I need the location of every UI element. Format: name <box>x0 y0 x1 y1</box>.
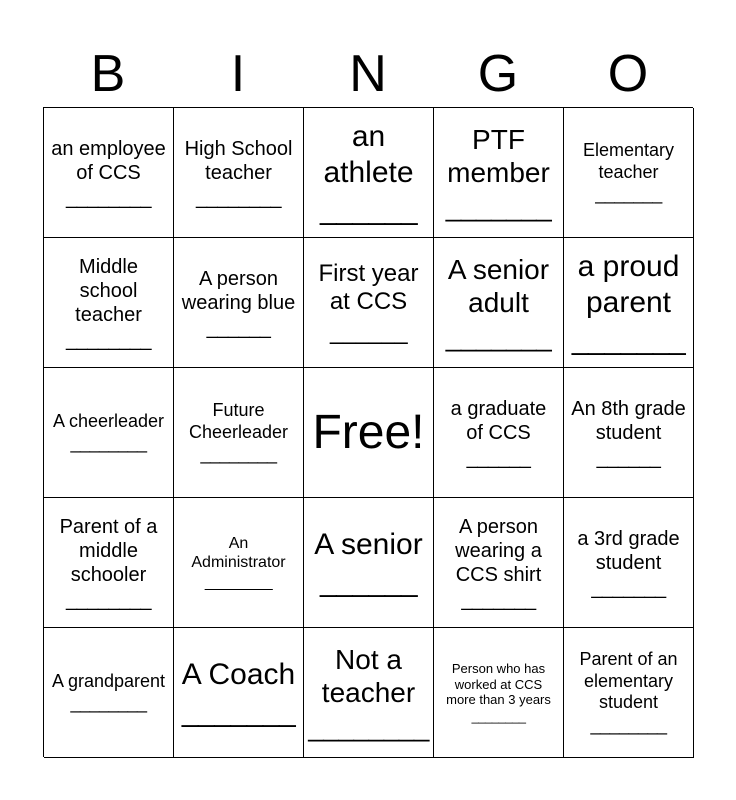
bingo-cell-r4c1[interactable] <box>44 498 174 628</box>
bingo-cell-r1c1[interactable] <box>44 108 174 238</box>
cell-blank: _______ <box>571 323 686 356</box>
bingo-cell-r2c2[interactable] <box>174 238 304 368</box>
bingo-cell-r2c4[interactable] <box>434 238 564 368</box>
cell-text: a graduate of CCS <box>450 397 547 444</box>
bingo-cell-r1c5[interactable] <box>564 108 694 238</box>
bingo-cell-r5c5[interactable] <box>564 628 694 758</box>
cell-text: A person wearing blue <box>181 267 296 314</box>
cell-text: PTF member <box>447 123 550 189</box>
cell-text: First year at CCS <box>318 259 419 316</box>
cell-blank: ______ <box>319 193 418 226</box>
cell-text: A senior <box>314 528 423 561</box>
cell-text: Middle school teacher <box>75 255 142 326</box>
cell-blank: ______ <box>329 318 408 346</box>
cell-blank: _______ <box>445 320 552 352</box>
cell-text: A grandparent <box>51 670 166 691</box>
bingo-cell-r2c3[interactable] <box>304 238 434 368</box>
cell-text: Not a teacher <box>321 643 416 709</box>
cell-blank: ________ <box>66 588 151 611</box>
cell-text: An Administrator <box>191 534 286 571</box>
cell-blank: ________ <box>590 714 667 735</box>
bingo-cell-r2c1[interactable] <box>44 238 174 368</box>
bingo-cell-r4c2[interactable] <box>174 498 304 628</box>
bingo-cell-r3c1[interactable] <box>44 368 174 498</box>
bingo-cell-r4c5[interactable] <box>564 498 694 628</box>
cell-text: An 8th grade student <box>571 397 686 444</box>
bingo-grid <box>43 107 693 757</box>
cell-blank: ________ <box>200 444 277 465</box>
bingo-header <box>43 42 693 106</box>
header-letter-n: N <box>349 45 387 103</box>
bingo-cell-r3c4[interactable] <box>434 368 564 498</box>
cell-text: an employee of CCS <box>51 137 166 184</box>
cell-text: a proud parent <box>577 250 680 319</box>
cell-text: A Coach <box>181 658 296 691</box>
bingo-cell-r5c1[interactable] <box>44 628 174 758</box>
cell-blank: ______ <box>466 446 531 469</box>
bingo-cell-r5c4[interactable] <box>434 628 564 758</box>
cell-blank: _______ <box>591 576 666 599</box>
bingo-cell-r3c2[interactable] <box>174 368 304 498</box>
bingo-cell-r4c4[interactable] <box>434 498 564 628</box>
free-space-text: Free! <box>312 405 425 459</box>
cell-blank: ________ <box>66 328 151 351</box>
cell-blank: ________ <box>70 433 147 454</box>
cell-blank: _______ <box>181 695 296 728</box>
cell-text: High School teacher <box>184 137 293 184</box>
cell-text: a 3rd grade student <box>577 527 680 574</box>
bingo-cell-r5c2[interactable] <box>174 628 304 758</box>
bingo-cell-r1c3[interactable] <box>304 108 434 238</box>
cell-blank: ______ <box>206 316 271 339</box>
cell-blank: ________ <box>66 186 151 209</box>
header-letter-i: I <box>230 45 246 103</box>
cell-blank: ________ <box>308 710 429 742</box>
cell-text: Parent of an elementary student <box>579 649 678 713</box>
cell-text: Person who has worked at CCS more than 3 years <box>446 660 551 708</box>
cell-text: A person wearing a CCS shirt <box>455 515 542 586</box>
header-letter-g: G <box>477 45 519 103</box>
bingo-cell-free[interactable] <box>304 368 434 498</box>
cell-blank: _______ <box>445 190 552 222</box>
cell-blank: ______ <box>596 446 661 469</box>
cell-text: A senior adult <box>447 253 550 319</box>
bingo-cell-r5c3[interactable] <box>304 628 434 758</box>
cell-text: A cheerleader <box>52 410 165 431</box>
cell-text: Future Cheerleader <box>188 400 289 442</box>
cell-blank: ________ <box>204 573 273 591</box>
bingo-cell-r2c5[interactable] <box>564 238 694 368</box>
cell-text: an athlete <box>323 120 414 189</box>
cell-text: Parent of a middle schooler <box>59 515 158 586</box>
cell-blank: ________ <box>196 186 281 209</box>
cell-blank: ________ <box>70 693 147 714</box>
bingo-cell-r1c2[interactable] <box>174 108 304 238</box>
header-letter-b: B <box>90 45 126 103</box>
bingo-cell-r3c5[interactable] <box>564 368 694 498</box>
cell-text: Elementary teacher <box>582 140 675 182</box>
cell-blank: ________ <box>471 708 526 724</box>
cell-blank: _______ <box>595 184 662 205</box>
bingo-cell-r1c4[interactable] <box>434 108 564 238</box>
cell-blank: _______ <box>461 588 536 611</box>
bingo-cell-r4c3[interactable] <box>304 498 434 628</box>
cell-blank: ______ <box>319 565 418 598</box>
header-letter-o: O <box>607 45 649 103</box>
